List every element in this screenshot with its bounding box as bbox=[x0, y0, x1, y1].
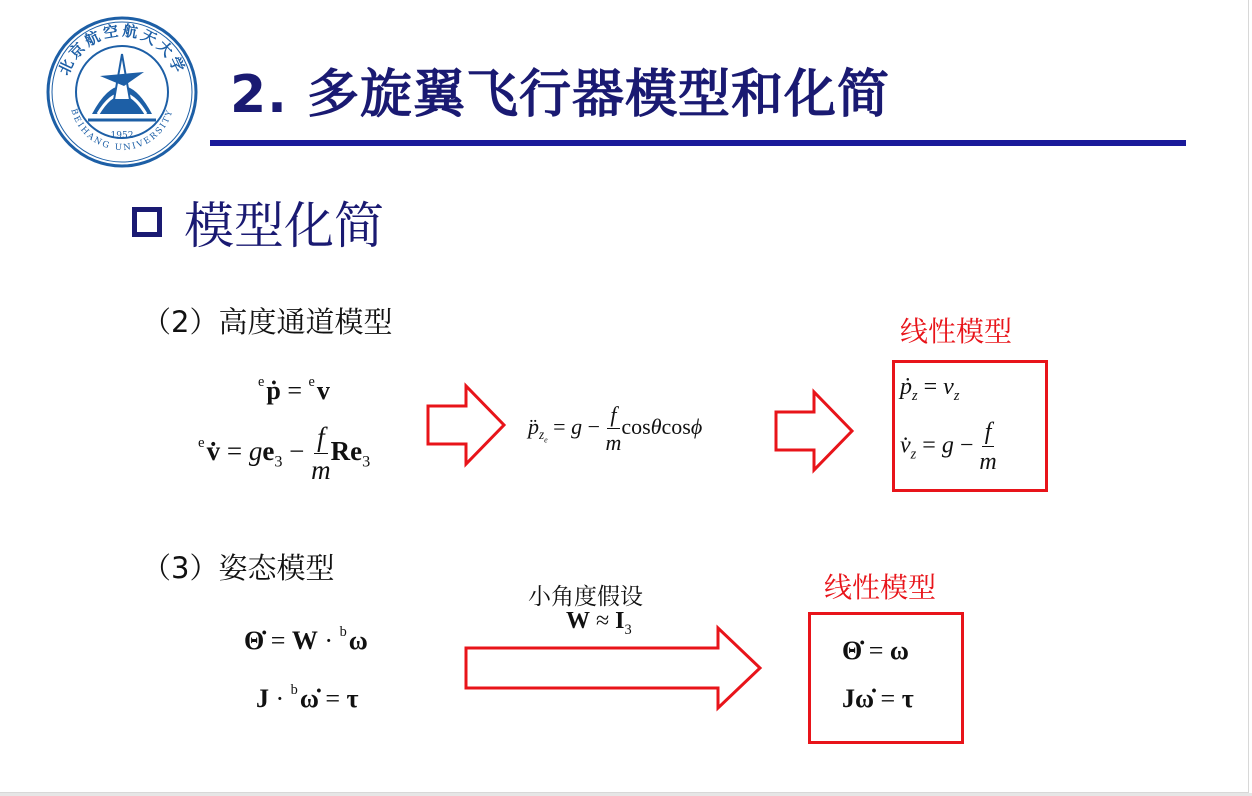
square-bullet-icon bbox=[132, 207, 162, 237]
altitude-eq-simplified: $p̈_{z_e} = g$ − $\frac{f}{m}$ cosθcosϕ bbox=[528, 402, 703, 455]
section-heading bbox=[132, 186, 384, 258]
altitude-linear-model-label: 线性模型 bbox=[900, 315, 1013, 348]
title-underline bbox=[210, 140, 1186, 146]
attitude-linear-eq-1: Θ̇ = ω bbox=[842, 636, 909, 665]
section-heading-text: 模型化简 bbox=[184, 197, 384, 255]
arrow-right-icon bbox=[464, 626, 764, 710]
attitude-eq-kinematics: Θ̇ = W · $^b$ω bbox=[244, 624, 368, 655]
arrow-right-icon bbox=[426, 384, 506, 466]
altitude-linear-eq-2: $v̇_z = g$ − $\frac{f}{m}$ bbox=[900, 419, 997, 475]
attitude-linear-model-box bbox=[808, 612, 964, 744]
small-angle-assumption-eq: $W \approx I_3$ bbox=[566, 608, 632, 638]
slide-title: 2. 多旋翼飞行器模型和化简 bbox=[230, 65, 891, 125]
altitude-eq-velocity: $^e$v̇ = $ge_3$ − $\frac{f}{m}$ $Re_3$ bbox=[198, 422, 371, 485]
svg-text:BEIHANG UNIVERSITY: BEIHANG UNIVERSITY bbox=[68, 107, 176, 154]
altitude-linear-eq-1: ṗ$_z$ = $v_z$ bbox=[900, 374, 960, 404]
altitude-model-heading: （2）高度通道模型 bbox=[142, 305, 393, 339]
svg-text:1952: 1952 bbox=[110, 131, 134, 141]
attitude-eq-dynamics: J · $^b$ω̇ = τ bbox=[256, 682, 359, 713]
attitude-linear-eq-2: Jω̇ = τ bbox=[842, 684, 914, 713]
attitude-model-heading: （3）姿态模型 bbox=[142, 551, 335, 585]
svg-text:北京航空航天大学: 北京航空航天大学 bbox=[54, 21, 190, 78]
arrow-right-icon bbox=[774, 390, 854, 472]
altitude-eq-position: $^e$ṗ = $^e$v bbox=[258, 374, 330, 405]
attitude-linear-model-label: 线性模型 bbox=[824, 571, 937, 604]
small-angle-assumption-label: 小角度假设 bbox=[528, 584, 643, 610]
beihang-university-logo bbox=[44, 14, 200, 170]
